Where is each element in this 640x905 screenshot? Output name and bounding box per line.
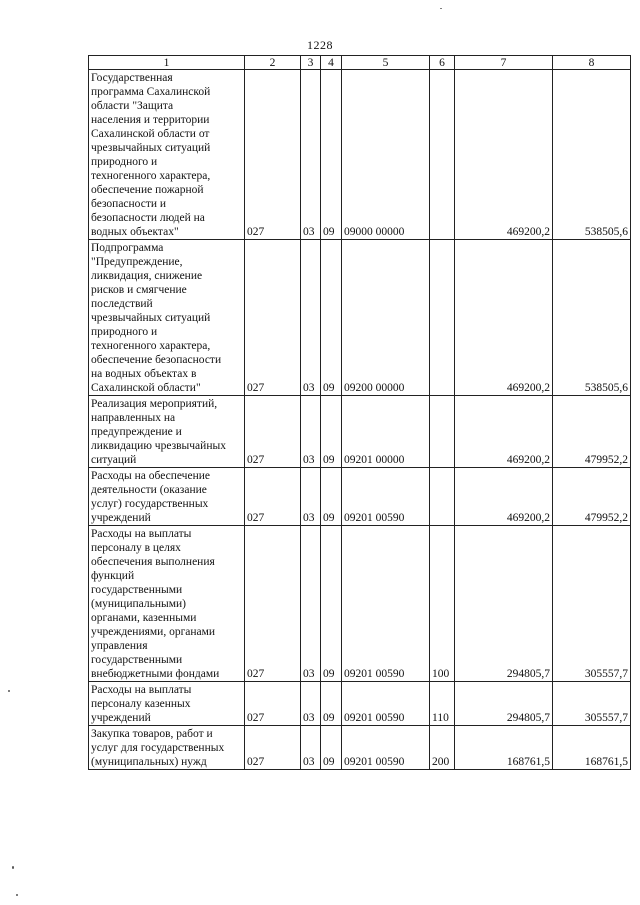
- scan-speck: [8, 690, 10, 692]
- cell-expense-type: [430, 396, 455, 468]
- cell-amount-2022: 479952,2: [553, 396, 631, 468]
- cell-admin-code: 027: [245, 240, 301, 396]
- table-row: [89, 526, 631, 682]
- header-col-8: 8: [553, 56, 631, 70]
- cell-admin-code: 027: [245, 468, 301, 526]
- cell-amount-2021: 469200,2: [455, 70, 553, 240]
- cell-section: 03: [301, 682, 321, 726]
- cell-item-name: Закупка товаров, работ и услуг для государственных (муниципальных) нужд: [89, 726, 245, 770]
- cell-target-article: 09201 00590: [342, 526, 430, 682]
- table-row: [89, 396, 631, 468]
- cell-subsection: 09: [321, 70, 342, 240]
- cell-subsection: 09: [321, 682, 342, 726]
- cell-target-article: 09000 00000: [342, 70, 430, 240]
- cell-section: 03: [301, 726, 321, 770]
- cell-expense-type: 110: [430, 682, 455, 726]
- cell-section: 03: [301, 526, 321, 682]
- cell-section: 03: [301, 468, 321, 526]
- cell-amount-2021: 469200,2: [455, 240, 553, 396]
- cell-target-article: 09200 00000: [342, 240, 430, 396]
- header-col-4: 4: [321, 56, 342, 70]
- cell-subsection: 09: [321, 396, 342, 468]
- cell-item-name: Расходы на обеспечение деятельности (оказание услуг) государственных учреждений: [89, 468, 245, 526]
- header-col-1: 1: [89, 56, 245, 70]
- table-row: [89, 70, 631, 240]
- cell-admin-code: 027: [245, 726, 301, 770]
- table-row: [89, 682, 631, 726]
- cell-item-name: Государственная программа Сахалинской области "Защита населения и территории Сахалинской области от чрезвычайных ситуаций природного и техногенного характера, обеспечение пожарной безопасности и безопасности людей на водных объектах": [89, 70, 245, 240]
- cell-target-article: 09201 00590: [342, 468, 430, 526]
- cell-subsection: 09: [321, 240, 342, 396]
- cell-amount-2022: 538505,6: [553, 240, 631, 396]
- header-col-5: 5: [342, 56, 430, 70]
- cell-admin-code: 027: [245, 396, 301, 468]
- cell-item-name: Расходы на выплаты персоналу в целях обеспечения выполнения функций государственными (муниципальными) органами, казенными учреждениями, органами управления государственными внебюджетными фондами: [89, 526, 245, 682]
- header-col-3: 3: [301, 56, 321, 70]
- cell-amount-2021: 469200,2: [455, 396, 553, 468]
- cell-item-name: Расходы на выплаты персоналу казенных учреждений: [89, 682, 245, 726]
- cell-subsection: 09: [321, 726, 342, 770]
- table-row: [89, 240, 631, 396]
- cell-expense-type: [430, 468, 455, 526]
- scan-speck: [440, 8, 442, 9]
- scan-speck: [12, 866, 14, 869]
- cell-expense-type: [430, 240, 455, 396]
- header-col-2: 2: [245, 56, 301, 70]
- header-row: [89, 56, 631, 70]
- cell-target-article: 09201 00590: [342, 682, 430, 726]
- cell-admin-code: 027: [245, 70, 301, 240]
- cell-expense-type: 200: [430, 726, 455, 770]
- cell-subsection: 09: [321, 468, 342, 526]
- cell-amount-2022: 538505,6: [553, 70, 631, 240]
- page-number: 1228: [307, 38, 333, 52]
- cell-expense-type: [430, 70, 455, 240]
- cell-section: 03: [301, 240, 321, 396]
- table-row: [89, 468, 631, 526]
- cell-amount-2022: 305557,7: [553, 682, 631, 726]
- cell-admin-code: 027: [245, 682, 301, 726]
- cell-amount-2021: 294805,7: [455, 682, 553, 726]
- cell-target-article: 09201 00590: [342, 726, 430, 770]
- cell-section: 03: [301, 70, 321, 240]
- cell-admin-code: 027: [245, 526, 301, 682]
- header-col-6: 6: [430, 56, 455, 70]
- cell-item-name: Подпрограмма "Предупреждение, ликвидация, снижение рисков и смягчение последствий чрезвычайных ситуаций природного и техногенного характера, обеспечение безопасности на водных объектах в Сахалинской области": [89, 240, 245, 396]
- cell-amount-2021: 168761,5: [455, 726, 553, 770]
- cell-amount-2021: 469200,2: [455, 468, 553, 526]
- table-row: [89, 726, 631, 770]
- header-col-7: 7: [455, 56, 553, 70]
- cell-amount-2022: 305557,7: [553, 526, 631, 682]
- cell-subsection: 09: [321, 526, 342, 682]
- cell-amount-2022: 168761,5: [553, 726, 631, 770]
- budget-table: [88, 55, 631, 770]
- cell-section: 03: [301, 396, 321, 468]
- cell-expense-type: 100: [430, 526, 455, 682]
- cell-target-article: 09201 00000: [342, 396, 430, 468]
- cell-amount-2022: 479952,2: [553, 468, 631, 526]
- cell-amount-2021: 294805,7: [455, 526, 553, 682]
- scan-speck: [16, 894, 18, 896]
- cell-item-name: Реализация мероприятий, направленных на предупреждение и ликвидацию чрезвычайных ситуаций: [89, 396, 245, 468]
